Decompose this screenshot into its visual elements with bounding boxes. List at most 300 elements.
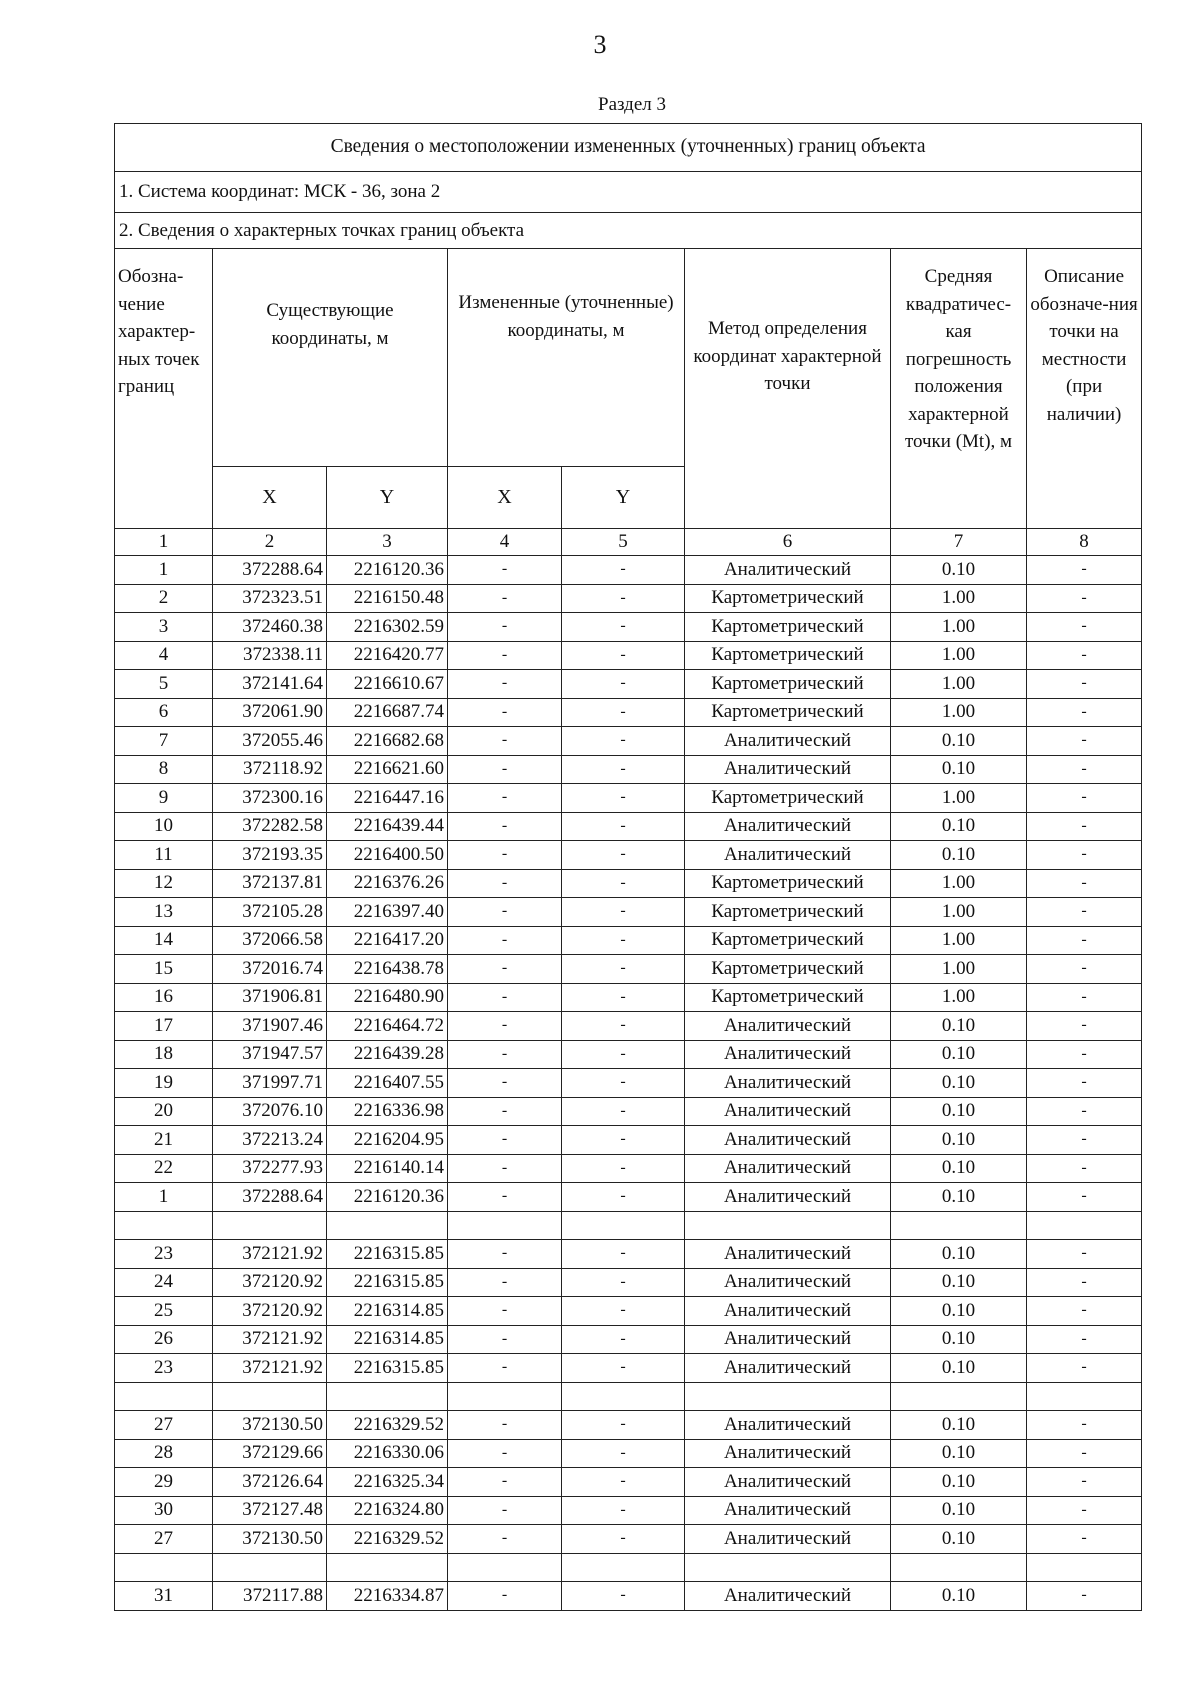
header-existing-coords: Существующие координаты, м (213, 249, 448, 467)
existing-x-cell: 372277.93 (213, 1154, 327, 1183)
existing-y-cell: 2216420.77 (327, 641, 448, 670)
column-number: 8 (1027, 529, 1142, 556)
method-cell: Картометрический (685, 955, 891, 984)
existing-y-cell: 2216120.36 (327, 1183, 448, 1212)
error-cell: 0.10 (891, 1297, 1027, 1326)
point-number-cell: 26 (115, 1325, 213, 1354)
changed-x-cell: - (448, 1439, 562, 1468)
changed-y-cell: - (562, 1069, 685, 1098)
error-cell: 0.10 (891, 1268, 1027, 1297)
existing-y-cell: 2216480.90 (327, 983, 448, 1012)
method-cell: Аналитический (685, 1069, 891, 1098)
existing-y-cell: 2216324.80 (327, 1496, 448, 1525)
table-row (115, 584, 1142, 613)
changed-y-cell: - (562, 1411, 685, 1440)
column-numbers-row (115, 529, 1142, 556)
existing-x-cell: 372121.92 (213, 1240, 327, 1269)
header-description: Описание обозначе-ния точки на местности (при наличии) (1027, 249, 1142, 529)
point-number-cell: 10 (115, 812, 213, 841)
existing-y-cell: 2216329.52 (327, 1411, 448, 1440)
error-cell: 0.10 (891, 1012, 1027, 1041)
method-cell: Картометрический (685, 898, 891, 927)
changed-y-cell: - (562, 755, 685, 784)
point-number-cell: 23 (115, 1240, 213, 1269)
description-cell: - (1027, 898, 1142, 927)
changed-y-cell (562, 1553, 685, 1582)
error-cell: 0.10 (891, 1040, 1027, 1069)
description-cell: - (1027, 584, 1142, 613)
existing-y-cell: 2216334.87 (327, 1582, 448, 1611)
changed-y-cell: - (562, 898, 685, 927)
table-row (115, 926, 1142, 955)
point-number-cell: 28 (115, 1439, 213, 1468)
method-cell: Аналитический (685, 1325, 891, 1354)
error-cell: 0.10 (891, 1069, 1027, 1098)
point-number-cell: 1 (115, 1183, 213, 1212)
table-row (115, 670, 1142, 699)
description-cell: - (1027, 670, 1142, 699)
point-number-cell: 17 (115, 1012, 213, 1041)
column-number: 6 (685, 529, 891, 556)
description-cell: - (1027, 1069, 1142, 1098)
point-number-cell: 20 (115, 1097, 213, 1126)
error-cell: 1.00 (891, 784, 1027, 813)
existing-y-cell: 2216315.85 (327, 1240, 448, 1269)
separator-row (115, 1382, 1142, 1411)
changed-y-cell: - (562, 1240, 685, 1269)
existing-y-cell: 2216397.40 (327, 898, 448, 927)
method-cell: Аналитический (685, 1097, 891, 1126)
column-number: 1 (115, 529, 213, 556)
error-cell: 0.10 (891, 1496, 1027, 1525)
table-row (115, 841, 1142, 870)
existing-y-cell: 2216329.52 (327, 1525, 448, 1554)
description-cell: - (1027, 926, 1142, 955)
error-cell: 0.10 (891, 1240, 1027, 1269)
changed-x-cell: - (448, 1012, 562, 1041)
point-number-cell: 13 (115, 898, 213, 927)
existing-y-cell: 2216314.85 (327, 1297, 448, 1326)
error-cell (891, 1553, 1027, 1582)
separator-row (115, 1211, 1142, 1240)
error-cell: 1.00 (891, 898, 1027, 927)
header-existing-x: X (213, 467, 327, 529)
column-number: 2 (213, 529, 327, 556)
changed-x-cell: - (448, 1240, 562, 1269)
changed-y-cell: - (562, 670, 685, 699)
point-number-cell: 11 (115, 841, 213, 870)
page-number: 3 (593, 30, 607, 59)
table-row (115, 727, 1142, 756)
existing-y-cell: 2216314.85 (327, 1325, 448, 1354)
existing-x-cell: 372130.50 (213, 1411, 327, 1440)
table-row (115, 698, 1142, 727)
point-number-cell: 12 (115, 869, 213, 898)
header-row (115, 249, 1142, 467)
changed-x-cell: - (448, 1354, 562, 1383)
method-cell: Картометрический (685, 641, 891, 670)
description-cell: - (1027, 812, 1142, 841)
existing-x-cell: 372061.90 (213, 698, 327, 727)
method-cell: Аналитический (685, 1126, 891, 1155)
error-cell (891, 1211, 1027, 1240)
existing-x-cell: 371907.46 (213, 1012, 327, 1041)
method-cell: Аналитический (685, 1240, 891, 1269)
error-cell: 1.00 (891, 613, 1027, 642)
changed-y-cell: - (562, 1354, 685, 1383)
existing-x-cell (213, 1382, 327, 1411)
column-number: 3 (327, 529, 448, 556)
changed-y-cell: - (562, 1439, 685, 1468)
existing-x-cell: 372193.35 (213, 841, 327, 870)
error-cell: 0.10 (891, 1183, 1027, 1212)
existing-x-cell: 371947.57 (213, 1040, 327, 1069)
existing-y-cell: 2216302.59 (327, 613, 448, 642)
existing-y-cell (327, 1211, 448, 1240)
table-row (115, 1240, 1142, 1269)
column-number: 4 (448, 529, 562, 556)
table-row (115, 641, 1142, 670)
existing-x-cell: 372288.64 (213, 1183, 327, 1212)
existing-y-cell: 2216150.48 (327, 584, 448, 613)
point-number-cell: 5 (115, 670, 213, 699)
existing-x-cell: 372121.92 (213, 1325, 327, 1354)
header-changed-x: X (448, 467, 562, 529)
changed-x-cell: - (448, 613, 562, 642)
point-number-cell: 2 (115, 584, 213, 613)
table-row (115, 955, 1142, 984)
point-number-cell: 23 (115, 1354, 213, 1383)
changed-y-cell: - (562, 983, 685, 1012)
changed-x-cell: - (448, 784, 562, 813)
existing-y-cell: 2216400.50 (327, 841, 448, 870)
description-cell: - (1027, 1325, 1142, 1354)
changed-x-cell: - (448, 983, 562, 1012)
existing-x-cell: 372126.64 (213, 1468, 327, 1497)
changed-y-cell: - (562, 1582, 685, 1611)
description-cell: - (1027, 1154, 1142, 1183)
method-cell: Картометрический (685, 983, 891, 1012)
method-cell: Аналитический (685, 1354, 891, 1383)
existing-y-cell: 2216325.34 (327, 1468, 448, 1497)
section-title: Раздел 3 (598, 94, 666, 115)
description-cell: - (1027, 1496, 1142, 1525)
changed-x-cell: - (448, 1496, 562, 1525)
description-cell: - (1027, 755, 1142, 784)
header-existing-y: Y (327, 467, 448, 529)
existing-x-cell: 372282.58 (213, 812, 327, 841)
existing-y-cell: 2216682.68 (327, 727, 448, 756)
existing-x-cell: 372300.16 (213, 784, 327, 813)
method-cell: Аналитический (685, 556, 891, 585)
changed-y-cell: - (562, 841, 685, 870)
method-cell (685, 1553, 891, 1582)
error-cell: 0.10 (891, 727, 1027, 756)
point-number-cell: 7 (115, 727, 213, 756)
error-cell: 0.10 (891, 1411, 1027, 1440)
changed-x-cell (448, 1211, 562, 1240)
point-number-cell: 31 (115, 1582, 213, 1611)
changed-x-cell: - (448, 1126, 562, 1155)
description-cell: - (1027, 641, 1142, 670)
changed-x-cell (448, 1553, 562, 1582)
description-cell: - (1027, 1183, 1142, 1212)
point-number-cell (115, 1553, 213, 1582)
method-cell: Аналитический (685, 1268, 891, 1297)
changed-x-cell: - (448, 1183, 562, 1212)
changed-x-cell: - (448, 1069, 562, 1098)
description-cell: - (1027, 613, 1142, 642)
table-row (115, 1154, 1142, 1183)
error-cell: 0.10 (891, 1354, 1027, 1383)
description-cell: - (1027, 869, 1142, 898)
error-cell: 0.10 (891, 1468, 1027, 1497)
error-cell: 0.10 (891, 1582, 1027, 1611)
table-row (115, 613, 1142, 642)
description-cell (1027, 1553, 1142, 1582)
table-row (115, 869, 1142, 898)
table-row (115, 784, 1142, 813)
changed-y-cell: - (562, 1126, 685, 1155)
point-number-cell (115, 1382, 213, 1411)
existing-x-cell: 372120.92 (213, 1268, 327, 1297)
table-row (115, 1126, 1142, 1155)
existing-y-cell: 2216621.60 (327, 755, 448, 784)
method-cell (685, 1211, 891, 1240)
error-cell: 1.00 (891, 584, 1027, 613)
table-row (115, 1012, 1142, 1041)
existing-y-cell: 2216204.95 (327, 1126, 448, 1155)
changed-x-cell: - (448, 1040, 562, 1069)
point-number-cell: 6 (115, 698, 213, 727)
existing-y-cell: 2216376.26 (327, 869, 448, 898)
method-cell: Картометрический (685, 584, 891, 613)
description-cell: - (1027, 1525, 1142, 1554)
points-title: 2. Сведения о характерных точках границ объекта (115, 213, 1142, 249)
point-number-cell: 22 (115, 1154, 213, 1183)
error-cell: 1.00 (891, 698, 1027, 727)
error-cell (891, 1382, 1027, 1411)
description-cell: - (1027, 841, 1142, 870)
point-number-cell: 29 (115, 1468, 213, 1497)
column-number: 5 (562, 529, 685, 556)
point-number-cell: 15 (115, 955, 213, 984)
table-row (115, 1268, 1142, 1297)
table-row (115, 1439, 1142, 1468)
method-cell: Картометрический (685, 670, 891, 699)
existing-x-cell: 372141.64 (213, 670, 327, 699)
existing-x-cell: 372127.48 (213, 1496, 327, 1525)
table-row (115, 1525, 1142, 1554)
error-cell: 0.10 (891, 1097, 1027, 1126)
method-cell: Аналитический (685, 841, 891, 870)
existing-y-cell: 2216438.78 (327, 955, 448, 984)
error-cell: 1.00 (891, 670, 1027, 699)
method-cell: Аналитический (685, 755, 891, 784)
existing-x-cell: 372137.81 (213, 869, 327, 898)
changed-y-cell: - (562, 784, 685, 813)
changed-x-cell: - (448, 898, 562, 927)
description-cell: - (1027, 1468, 1142, 1497)
description-cell: - (1027, 1012, 1142, 1041)
point-number-cell: 21 (115, 1126, 213, 1155)
error-cell: 1.00 (891, 926, 1027, 955)
table-row (115, 755, 1142, 784)
method-cell: Картометрический (685, 784, 891, 813)
existing-x-cell: 372130.50 (213, 1525, 327, 1554)
point-number-cell: 9 (115, 784, 213, 813)
error-cell: 0.10 (891, 1325, 1027, 1354)
error-cell: 0.10 (891, 755, 1027, 784)
existing-x-cell: 372121.92 (213, 1354, 327, 1383)
table-row (115, 812, 1142, 841)
changed-x-cell: - (448, 1468, 562, 1497)
method-cell: Аналитический (685, 1154, 891, 1183)
column-number: 7 (891, 529, 1027, 556)
changed-x-cell: - (448, 727, 562, 756)
description-cell (1027, 1211, 1142, 1240)
method-cell: Аналитический (685, 1496, 891, 1525)
existing-x-cell: 371906.81 (213, 983, 327, 1012)
changed-y-cell: - (562, 1012, 685, 1041)
header-changed-coords: Измененные (уточненные) координаты, м (448, 249, 685, 467)
existing-y-cell: 2216315.85 (327, 1354, 448, 1383)
existing-x-cell: 372323.51 (213, 584, 327, 613)
point-number-cell: 27 (115, 1525, 213, 1554)
description-cell: - (1027, 1097, 1142, 1126)
changed-y-cell: - (562, 1496, 685, 1525)
description-cell: - (1027, 784, 1142, 813)
table-row (115, 1496, 1142, 1525)
table-row (115, 1325, 1142, 1354)
method-cell: Аналитический (685, 1297, 891, 1326)
existing-x-cell: 372338.11 (213, 641, 327, 670)
error-cell: 0.10 (891, 556, 1027, 585)
separator-row (115, 1553, 1142, 1582)
changed-y-cell: - (562, 1468, 685, 1497)
changed-x-cell: - (448, 869, 562, 898)
changed-y-cell: - (562, 1325, 685, 1354)
description-cell: - (1027, 1354, 1142, 1383)
changed-y-cell: - (562, 1097, 685, 1126)
point-number-cell: 25 (115, 1297, 213, 1326)
description-cell: - (1027, 1240, 1142, 1269)
description-cell: - (1027, 1411, 1142, 1440)
changed-x-cell: - (448, 1268, 562, 1297)
changed-x-cell: - (448, 584, 562, 613)
table-row (115, 1069, 1142, 1098)
method-cell: Картометрический (685, 613, 891, 642)
existing-y-cell: 2216439.28 (327, 1040, 448, 1069)
point-number-cell: 27 (115, 1411, 213, 1440)
error-cell: 0.10 (891, 841, 1027, 870)
changed-y-cell: - (562, 812, 685, 841)
changed-y-cell: - (562, 1154, 685, 1183)
table-row (115, 983, 1142, 1012)
changed-y-cell: - (562, 1525, 685, 1554)
existing-y-cell: 2216315.85 (327, 1268, 448, 1297)
existing-y-cell: 2216120.36 (327, 556, 448, 585)
changed-x-cell: - (448, 1297, 562, 1326)
table-row (115, 1097, 1142, 1126)
method-cell: Аналитический (685, 1582, 891, 1611)
existing-y-cell: 2216447.16 (327, 784, 448, 813)
point-number-cell: 8 (115, 755, 213, 784)
existing-x-cell: 372055.46 (213, 727, 327, 756)
error-cell: 1.00 (891, 869, 1027, 898)
table-row (115, 898, 1142, 927)
point-number-cell: 19 (115, 1069, 213, 1098)
changed-y-cell: - (562, 869, 685, 898)
existing-x-cell: 372288.64 (213, 556, 327, 585)
method-cell: Картометрический (685, 698, 891, 727)
header-method: Метод определения координат характерной точки (685, 249, 891, 529)
changed-x-cell: - (448, 1097, 562, 1126)
changed-x-cell: - (448, 1411, 562, 1440)
changed-x-cell: - (448, 955, 562, 984)
changed-y-cell: - (562, 698, 685, 727)
existing-y-cell (327, 1553, 448, 1582)
method-cell: Картометрический (685, 926, 891, 955)
method-cell: Аналитический (685, 727, 891, 756)
existing-y-cell: 2216464.72 (327, 1012, 448, 1041)
changed-x-cell: - (448, 926, 562, 955)
existing-x-cell (213, 1211, 327, 1240)
method-cell: Аналитический (685, 1468, 891, 1497)
description-cell: - (1027, 1582, 1142, 1611)
changed-x-cell: - (448, 841, 562, 870)
existing-x-cell: 372118.92 (213, 755, 327, 784)
method-cell: Аналитический (685, 812, 891, 841)
table-caption: Сведения о местоположении измененных (уточненных) границ объекта (115, 124, 1142, 172)
point-number-cell: 3 (115, 613, 213, 642)
point-number-cell (115, 1211, 213, 1240)
description-cell: - (1027, 955, 1142, 984)
existing-x-cell: 372076.10 (213, 1097, 327, 1126)
point-number-cell: 30 (115, 1496, 213, 1525)
existing-y-cell: 2216140.14 (327, 1154, 448, 1183)
point-number-cell: 24 (115, 1268, 213, 1297)
description-cell: - (1027, 1297, 1142, 1326)
existing-x-cell: 372016.74 (213, 955, 327, 984)
coord-system: 1. Система координат: МСК - 36, зона 2 (115, 172, 1142, 213)
error-cell: 1.00 (891, 983, 1027, 1012)
points-title-row (115, 213, 1142, 249)
changed-x-cell: - (448, 1154, 562, 1183)
table-row (115, 1297, 1142, 1326)
changed-y-cell: - (562, 926, 685, 955)
existing-x-cell: 372213.24 (213, 1126, 327, 1155)
changed-y-cell: - (562, 955, 685, 984)
point-number-cell: 4 (115, 641, 213, 670)
existing-x-cell: 372066.58 (213, 926, 327, 955)
table-row (115, 556, 1142, 585)
existing-y-cell: 2216417.20 (327, 926, 448, 955)
changed-y-cell: - (562, 1040, 685, 1069)
method-cell: Аналитический (685, 1411, 891, 1440)
table-row (115, 1468, 1142, 1497)
description-cell: - (1027, 1439, 1142, 1468)
method-cell: Аналитический (685, 1439, 891, 1468)
changed-y-cell: - (562, 556, 685, 585)
table-row (115, 1411, 1142, 1440)
method-cell: Аналитический (685, 1040, 891, 1069)
table-row (115, 1582, 1142, 1611)
changed-x-cell: - (448, 1325, 562, 1354)
method-cell: Картометрический (685, 869, 891, 898)
changed-y-cell: - (562, 641, 685, 670)
existing-y-cell (327, 1382, 448, 1411)
